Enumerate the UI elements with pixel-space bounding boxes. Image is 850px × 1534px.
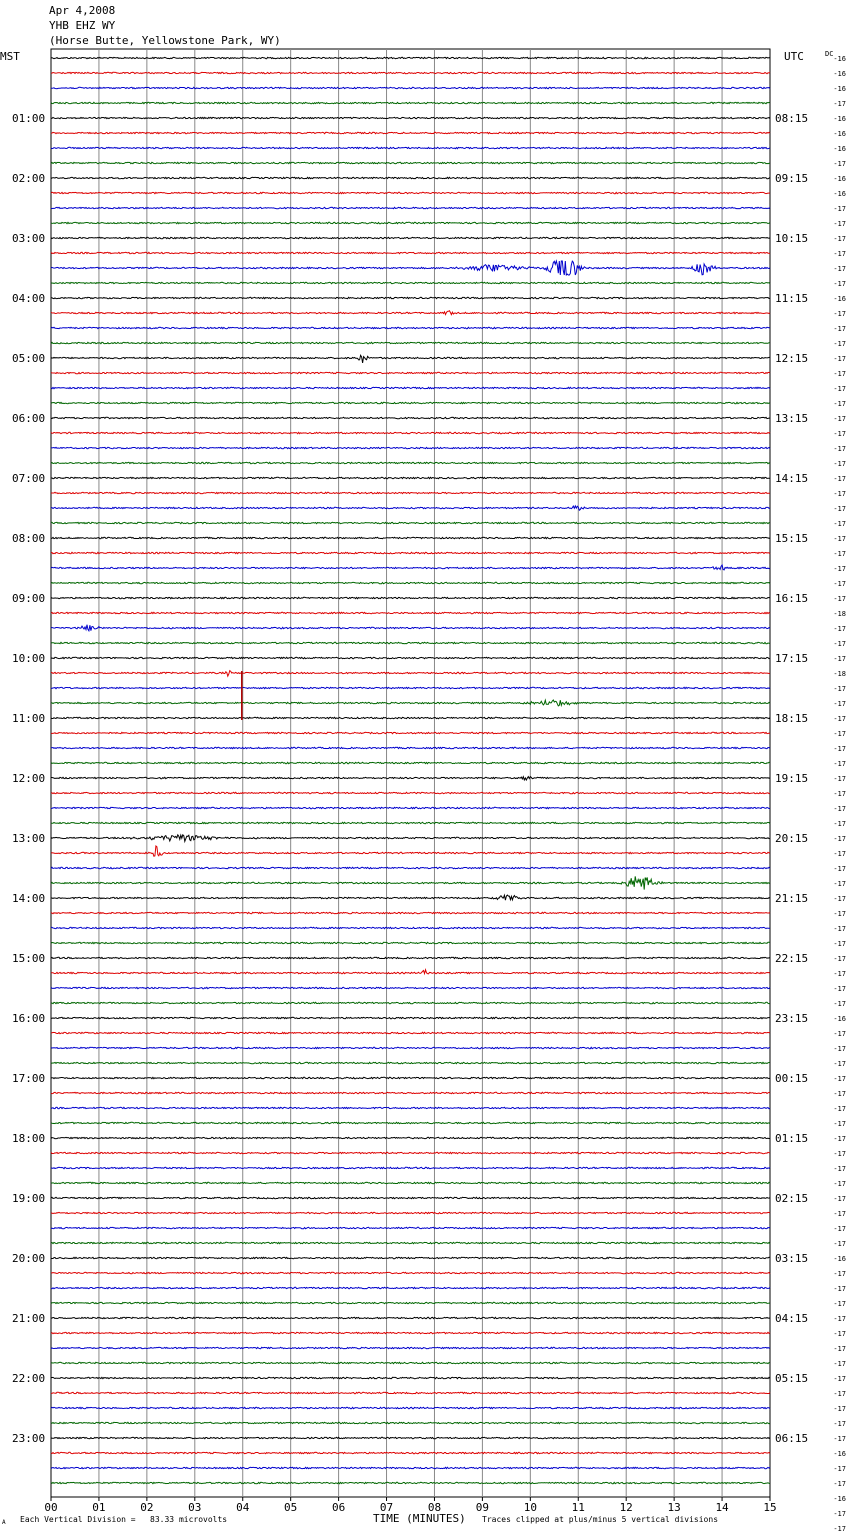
seismic-trace xyxy=(51,1017,770,1018)
utc-hour-label: 15:15 xyxy=(775,532,809,545)
left-axis-label: MST xyxy=(0,50,20,63)
utc-hour-label: 21:15 xyxy=(775,892,809,905)
dc-offset-label: -17 xyxy=(833,1300,846,1308)
header-location: (Horse Butte, Yellowstone Park, WY) xyxy=(49,34,281,47)
x-tick-label: 13 xyxy=(667,1501,681,1514)
dc-offset-label: -17 xyxy=(833,940,846,948)
seismic-trace xyxy=(51,1092,770,1093)
dc-offset-label: -16 xyxy=(833,130,846,138)
utc-hour-label: 22:15 xyxy=(775,952,809,965)
dc-offset-label: -16 xyxy=(833,85,846,93)
dc-offset-label: -16 xyxy=(833,1255,846,1263)
seismic-trace xyxy=(51,1377,770,1378)
dc-offset-label: -17 xyxy=(833,430,846,438)
dc-offset-label: -17 xyxy=(833,580,846,588)
seismic-trace xyxy=(51,867,770,868)
seismic-trace xyxy=(51,1242,770,1243)
mst-hour-label: 23:00 xyxy=(12,1432,46,1445)
mst-hour-label: 21:00 xyxy=(12,1312,46,1325)
dc-label: DC xyxy=(825,50,834,58)
seismic-trace xyxy=(51,1182,770,1183)
seismic-trace xyxy=(51,957,770,958)
dc-offset-label: -17 xyxy=(833,1060,846,1068)
dc-offset-label: -17 xyxy=(833,565,846,573)
seismic-trace xyxy=(51,1287,770,1288)
dc-offset-label: -17 xyxy=(833,685,846,693)
mst-hour-label: 11:00 xyxy=(12,712,46,725)
seismic-trace xyxy=(51,912,770,913)
dc-offset-label: -17 xyxy=(833,1270,846,1278)
dc-offset-label: -17 xyxy=(833,1195,846,1203)
seismic-trace xyxy=(51,132,770,133)
seismic-trace xyxy=(51,942,770,943)
dc-offset-label: -17 xyxy=(833,1285,846,1293)
dc-offset-label: -17 xyxy=(833,745,846,753)
dc-offset-label: -17 xyxy=(833,985,846,993)
dc-offset-label: -17 xyxy=(833,1390,846,1398)
mst-hour-label: 03:00 xyxy=(12,232,46,245)
dc-offset-label: -17 xyxy=(833,865,846,873)
dc-offset-label: -17 xyxy=(833,1225,846,1233)
dc-offset-label: -17 xyxy=(833,535,846,543)
seismic-trace xyxy=(51,87,770,88)
seismic-trace xyxy=(51,717,770,718)
dc-offset-label: -17 xyxy=(833,1120,846,1128)
mst-hour-label: 22:00 xyxy=(12,1372,46,1385)
x-tick-label: 05 xyxy=(284,1501,298,1514)
dc-offset-label: -16 xyxy=(833,145,846,153)
dc-offset-label: -17 xyxy=(833,220,846,228)
seismic-trace xyxy=(51,612,770,613)
seismic-trace xyxy=(51,1047,770,1048)
dc-offset-label: -17 xyxy=(833,1480,846,1488)
dc-offset-label: -17 xyxy=(833,925,846,933)
dc-offset-label: -17 xyxy=(833,550,846,558)
dc-offset-label: -18 xyxy=(833,670,846,678)
footer-xlabel: TIME (MINUTES) xyxy=(373,1512,466,1525)
seismic-trace xyxy=(51,846,770,856)
seismic-trace xyxy=(51,1437,770,1438)
seismic-trace xyxy=(51,1407,770,1408)
footer-left-mark: A xyxy=(2,1519,6,1526)
x-tick-label: 11 xyxy=(571,1501,585,1514)
dc-offset-label: -17 xyxy=(833,1405,846,1413)
dc-offset-label: -17 xyxy=(833,775,846,783)
x-tick-label: 07 xyxy=(379,1501,394,1514)
mst-hour-label: 06:00 xyxy=(12,412,46,425)
dc-offset-label: -17 xyxy=(833,1135,846,1143)
seismic-trace xyxy=(51,927,770,928)
utc-hour-label: 02:15 xyxy=(775,1192,809,1205)
seismic-trace xyxy=(51,1077,770,1078)
mst-hour-label: 02:00 xyxy=(12,172,46,185)
seismic-trace xyxy=(51,327,770,328)
dc-offset-label: -17 xyxy=(833,205,846,213)
mst-hour-label: 12:00 xyxy=(12,772,46,785)
utc-hour-label: 08:15 xyxy=(775,112,809,125)
utc-hour-label: 04:15 xyxy=(775,1312,809,1325)
dc-offset-label: -17 xyxy=(833,1165,846,1173)
seismic-trace xyxy=(51,671,770,677)
dc-offset-label: -17 xyxy=(833,760,846,768)
dc-offset-label: -17 xyxy=(833,1090,846,1098)
seismic-trace xyxy=(51,565,770,570)
seismic-trace xyxy=(51,297,770,298)
mst-hour-label: 04:00 xyxy=(12,292,46,305)
header-station: YHB EHZ WY xyxy=(49,19,116,32)
seismic-trace xyxy=(51,372,770,373)
footer-scale-note: Each Vertical Division = 83.33 microvolts xyxy=(20,1515,228,1524)
dc-offset-label: -17 xyxy=(833,1030,846,1038)
dc-offset-label: -17 xyxy=(833,100,846,108)
dc-offset-label: -17 xyxy=(833,1180,846,1188)
seismic-trace xyxy=(51,807,770,808)
seismic-trace xyxy=(51,1167,770,1168)
x-tick-label: 10 xyxy=(523,1501,537,1514)
seismic-trace xyxy=(51,447,770,448)
seismic-trace xyxy=(51,1392,770,1393)
seismic-trace xyxy=(51,222,770,223)
seismic-trace xyxy=(51,1272,770,1273)
x-tick-label: 14 xyxy=(715,1501,729,1514)
dc-offset-label: -17 xyxy=(833,370,846,378)
dc-offset-label: -17 xyxy=(833,880,846,888)
seismic-trace xyxy=(51,895,770,900)
right-axis-label: UTC xyxy=(784,50,804,63)
seismic-trace xyxy=(51,282,770,283)
dc-offset-label: -17 xyxy=(833,325,846,333)
seismic-trace xyxy=(51,1347,770,1348)
utc-hour-label: 10:15 xyxy=(775,232,809,245)
seismic-trace xyxy=(51,1332,770,1333)
dc-offset-label: -17 xyxy=(833,475,846,483)
x-tick-label: 00 xyxy=(44,1501,58,1514)
seismic-trace xyxy=(51,177,770,178)
utc-hour-label: 12:15 xyxy=(775,352,809,365)
plot-frame xyxy=(51,49,770,1497)
dc-offset-label: -16 xyxy=(833,115,846,123)
mst-hour-label: 01:00 xyxy=(12,112,46,125)
seismic-trace xyxy=(51,747,770,748)
seismic-trace xyxy=(51,477,770,478)
utc-hour-label: 06:15 xyxy=(775,1432,809,1445)
dc-offset-label: -17 xyxy=(833,1525,846,1533)
seismic-trace xyxy=(51,1467,770,1468)
dc-offset-label: -16 xyxy=(833,1450,846,1458)
seismic-trace xyxy=(51,582,770,583)
dc-offset-label: -17 xyxy=(833,895,846,903)
utc-hour-label: 14:15 xyxy=(775,472,809,485)
seismic-trace xyxy=(51,822,770,823)
x-tick-label: 12 xyxy=(619,1501,633,1514)
seismic-trace xyxy=(51,387,770,388)
dc-offset-label: -16 xyxy=(833,70,846,78)
x-tick-label: 04 xyxy=(236,1501,250,1514)
dc-offset-label: -17 xyxy=(833,625,846,633)
dc-offset-label: -17 xyxy=(833,1045,846,1053)
dc-offset-label: -17 xyxy=(833,955,846,963)
dc-offset-label: -16 xyxy=(833,55,846,63)
utc-hour-label: 17:15 xyxy=(775,652,809,665)
dc-offset-label: -17 xyxy=(833,850,846,858)
seismic-trace xyxy=(51,1032,770,1033)
dc-offset-label: -17 xyxy=(833,1375,846,1383)
dc-offset-label: -18 xyxy=(833,610,846,618)
utc-hour-label: 18:15 xyxy=(775,712,809,725)
seismic-trace xyxy=(51,355,770,363)
x-tick-label: 03 xyxy=(188,1501,202,1514)
seismic-trace xyxy=(51,1257,770,1258)
dc-offset-label: -17 xyxy=(833,1510,846,1518)
dc-offset-label: -17 xyxy=(833,400,846,408)
seismic-trace xyxy=(51,1212,770,1213)
seismic-trace xyxy=(51,1137,770,1138)
seismic-trace xyxy=(51,1107,770,1108)
seismic-trace xyxy=(51,72,770,73)
dc-offset-label: -17 xyxy=(833,355,846,363)
mst-hour-label: 10:00 xyxy=(12,652,46,665)
dc-offset-label: -16 xyxy=(833,175,846,183)
dc-offset-label: -17 xyxy=(833,460,846,468)
seismic-trace xyxy=(51,522,770,523)
dc-offset-label: -17 xyxy=(833,1150,846,1158)
dc-offset-label: -17 xyxy=(833,820,846,828)
seismic-trace xyxy=(51,552,770,553)
seismic-trace xyxy=(51,777,770,780)
dc-offset-label: -17 xyxy=(833,250,846,258)
utc-hour-label: 23:15 xyxy=(775,1012,809,1025)
dc-offset-label: -17 xyxy=(833,1000,846,1008)
seismic-trace xyxy=(51,1302,770,1303)
dc-offset-label: -17 xyxy=(833,340,846,348)
x-tick-label: 01 xyxy=(92,1501,106,1514)
seismic-trace xyxy=(51,462,770,463)
seismic-trace xyxy=(51,402,770,403)
mst-hour-label: 05:00 xyxy=(12,352,46,365)
utc-hour-label: 13:15 xyxy=(775,412,809,425)
seismic-trace xyxy=(51,1152,770,1153)
dc-offset-label: -17 xyxy=(833,1240,846,1248)
seismic-trace xyxy=(51,1422,770,1423)
seismic-trace xyxy=(51,432,770,433)
seismic-trace xyxy=(51,1197,770,1198)
utc-hour-label: 11:15 xyxy=(775,292,809,305)
footer-clip-note: Traces clipped at plus/minus 5 vertical divisions xyxy=(482,1515,719,1524)
dc-offset-label: -17 xyxy=(833,1075,846,1083)
utc-hour-label: 16:15 xyxy=(775,592,809,605)
dc-offset-label: -17 xyxy=(833,715,846,723)
dc-offset-label: -17 xyxy=(833,265,846,273)
seismic-trace xyxy=(51,700,770,706)
dc-offset-label: -16 xyxy=(833,190,846,198)
dc-offset-label: -17 xyxy=(833,235,846,243)
seismic-trace xyxy=(51,1227,770,1228)
dc-offset-label: -17 xyxy=(833,1330,846,1338)
seismic-trace xyxy=(51,792,770,793)
dc-offset-label: -17 xyxy=(833,505,846,513)
mst-hour-label: 14:00 xyxy=(12,892,46,905)
seismic-trace xyxy=(51,1362,770,1363)
mst-hour-label: 09:00 xyxy=(12,592,46,605)
x-tick-label: 15 xyxy=(763,1501,777,1514)
dc-offset-label: -17 xyxy=(833,310,846,318)
dc-offset-label: -17 xyxy=(833,1360,846,1368)
seismic-trace xyxy=(51,1002,770,1003)
mst-hour-label: 07:00 xyxy=(12,472,46,485)
utc-hour-label: 05:15 xyxy=(775,1372,809,1385)
dc-offset-label: -17 xyxy=(833,1435,846,1443)
seismic-trace xyxy=(51,192,770,193)
utc-hour-label: 19:15 xyxy=(775,772,809,785)
dc-offset-label: -17 xyxy=(833,910,846,918)
dc-offset-label: -16 xyxy=(833,1015,846,1023)
seismic-trace xyxy=(51,537,770,538)
seismic-trace xyxy=(51,252,770,253)
mst-hour-label: 20:00 xyxy=(12,1252,46,1265)
seismic-trace xyxy=(51,642,770,643)
dc-offset-label: -16 xyxy=(833,1495,846,1503)
seismic-trace xyxy=(51,597,770,598)
dc-offset-label: -17 xyxy=(833,805,846,813)
dc-offset-label: -17 xyxy=(833,1210,846,1218)
mst-hour-label: 16:00 xyxy=(12,1012,46,1025)
utc-hour-label: 09:15 xyxy=(775,172,809,185)
dc-offset-label: -17 xyxy=(833,790,846,798)
seismic-trace xyxy=(51,506,770,510)
seismic-trace xyxy=(51,625,770,631)
seismic-trace xyxy=(51,102,770,103)
dc-offset-label: -17 xyxy=(833,1465,846,1473)
seismic-trace xyxy=(51,1062,770,1063)
dc-offset-label: -17 xyxy=(833,415,846,423)
seismic-trace xyxy=(51,311,770,315)
mst-hour-label: 15:00 xyxy=(12,952,46,965)
utc-hour-label: 01:15 xyxy=(775,1132,809,1145)
seismic-trace xyxy=(51,876,770,889)
mst-hour-label: 08:00 xyxy=(12,532,46,545)
utc-hour-label: 00:15 xyxy=(775,1072,809,1085)
x-tick-label: 09 xyxy=(475,1501,490,1514)
x-tick-label: 02 xyxy=(140,1501,154,1514)
seismic-trace xyxy=(51,492,770,493)
seismic-trace xyxy=(51,261,770,275)
header-date: Apr 4,2008 xyxy=(49,4,116,17)
seismic-trace xyxy=(51,987,770,988)
dc-offset-label: -17 xyxy=(833,595,846,603)
seismic-trace xyxy=(51,117,770,118)
trace-set xyxy=(51,57,770,1483)
seismic-trace xyxy=(51,342,770,343)
dc-offset-label: -17 xyxy=(833,520,846,528)
dc-offset-label: -17 xyxy=(833,1345,846,1353)
dc-offset-label: -17 xyxy=(833,730,846,738)
mst-hour-label: 18:00 xyxy=(12,1132,46,1145)
utc-hour-label: 03:15 xyxy=(775,1252,809,1265)
dc-offset-label: -17 xyxy=(833,490,846,498)
seismic-trace xyxy=(51,657,770,658)
mst-hour-label: 19:00 xyxy=(12,1192,46,1205)
seismic-trace xyxy=(51,1122,770,1123)
dc-offset-label: -17 xyxy=(833,1315,846,1323)
dc-offset-label: -17 xyxy=(833,445,846,453)
dc-offset-label: -17 xyxy=(833,1420,846,1428)
dc-offset-label: -17 xyxy=(833,970,846,978)
seismic-trace xyxy=(51,1317,770,1318)
seismic-trace xyxy=(51,417,770,418)
dc-offset-label: -17 xyxy=(833,835,846,843)
seismic-trace xyxy=(51,57,770,58)
seismic-trace xyxy=(51,1482,770,1483)
utc-hour-label: 20:15 xyxy=(775,832,809,845)
seismic-trace xyxy=(51,762,770,763)
dc-offset-label: -16 xyxy=(833,295,846,303)
dc-offset-label: -17 xyxy=(833,160,846,168)
time-grid xyxy=(51,49,770,1497)
seismic-trace xyxy=(51,970,770,974)
dc-offset-label: -17 xyxy=(833,700,846,708)
seismic-trace xyxy=(51,147,770,148)
seismic-trace xyxy=(51,162,770,163)
x-tick-label: 06 xyxy=(331,1501,346,1514)
dc-offset-label: -17 xyxy=(833,640,846,648)
dc-offset-label: -17 xyxy=(833,280,846,288)
seismic-trace xyxy=(51,207,770,208)
mst-hour-label: 17:00 xyxy=(12,1072,46,1085)
seismic-trace xyxy=(51,835,770,842)
dc-offset-label: -17 xyxy=(833,655,846,663)
x-tick-label: 08 xyxy=(427,1501,442,1514)
seismic-trace xyxy=(51,1452,770,1453)
dc-offset-label: -17 xyxy=(833,385,846,393)
seismic-trace xyxy=(51,732,770,733)
seismic-trace xyxy=(51,687,770,688)
dc-offset-label: -17 xyxy=(833,1105,846,1113)
seismic-trace xyxy=(51,237,770,238)
mst-hour-label: 13:00 xyxy=(12,832,46,845)
